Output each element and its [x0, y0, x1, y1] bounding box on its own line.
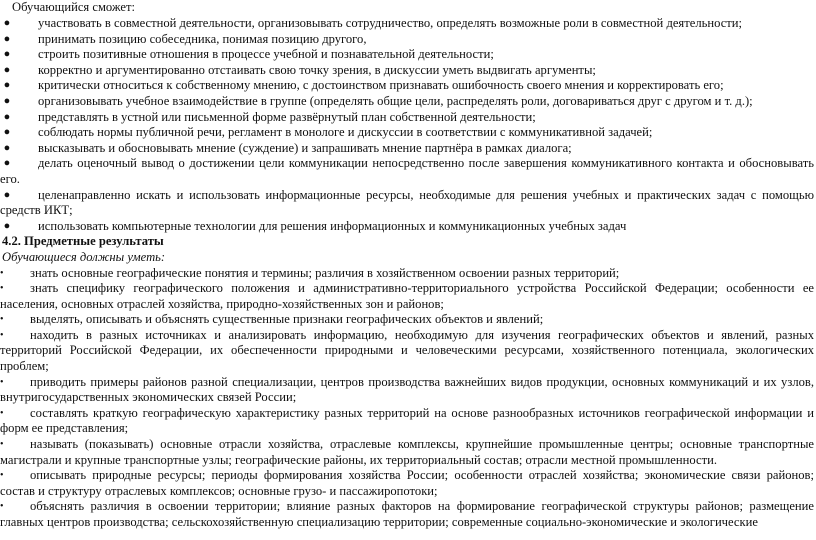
- bullet-icon: ●: [3, 63, 11, 76]
- bullet-icon: •: [0, 501, 4, 513]
- meta-results-list: [0, 16, 816, 234]
- list-item: • описывать природные ресурсы; периоды формирования хозяйства России; особенности отраслей хозяйства; экономические связи районов; состав и структуру отраслевых комплексов; основные грузо- и пассажиропотоки;: [0, 468, 814, 498]
- list-item: ● участвовать в совместной деятельности, организовывать сотрудничество, определять возможные роли в совместной деятельности;: [0, 16, 816, 32]
- list-item: • называть (показывать) основные отрасли хозяйства, отраслевые комплексы, крупнейшие промышленные центры; основные транспортные магистрали и крупные транспортные узлы; географические районы, их территориальный состав; отрасли местной промышленности.: [0, 437, 814, 467]
- list-item: ● соблюдать нормы публичной речи, регламент в монологе и дискуссии в соответствии с коммуникативной задачей;: [0, 125, 816, 141]
- bullet-icon: ●: [3, 79, 11, 92]
- bullet-icon: ●: [3, 188, 11, 201]
- bullet-icon: •: [0, 283, 4, 295]
- bullet-icon: ●: [3, 48, 11, 61]
- bullet-icon: ●: [3, 17, 11, 29]
- bullet-icon: •: [0, 470, 4, 482]
- list-item: ● строить позитивные отношения в процессе учебной и познавательной деятельности;: [0, 47, 816, 63]
- bullet-icon: •: [0, 267, 4, 279]
- bullet-icon: ●: [3, 219, 11, 232]
- intro-text: Обучающийся сможет:: [12, 0, 136, 14]
- section-heading: 4.2. Предметные результаты: [2, 234, 164, 249]
- bullet-icon: ●: [3, 157, 11, 170]
- list-item: • выделять, описывать и объяснять существенные признаки географических объектов и явлений;: [0, 312, 544, 327]
- list-item: • находить в разных источниках и анализировать информацию, необходимую для изучения географических объектов и явлений, разных территорий Российской Федерации, их обеспеченности природными и человеческими ресурсами, хозяйственного потенциала, экологических проблем;: [0, 327, 814, 374]
- list-item: • составлять краткую географическую характеристику разных территорий на основе разнообразных источников географической информации и форм ее представления;: [0, 405, 814, 436]
- list-item: • знать основные географические понятия и термины; различия в хозяйственном освоении разных территорий;: [0, 265, 620, 280]
- bullet-icon: •: [0, 439, 4, 451]
- list-item: ● принимать позицию собеседника, понимая позицию другого,: [0, 32, 816, 48]
- bullet-icon: •: [0, 407, 4, 419]
- list-item: • объяснять различия в освоении территории; влияние разных факторов на формирование географической структуры районов; размещение главных центров производства; сельскохозяйственную специализацию территории; современные социально-экономические и экологические: [0, 499, 814, 529]
- bullet-icon: •: [0, 314, 4, 326]
- bullet-icon: ●: [3, 110, 11, 123]
- list-item: ● корректно и аргументированно отстаивать свою точку зрения, в дискуссии уметь выдвигать аргументы;: [0, 63, 816, 79]
- bullet-icon: ●: [3, 94, 11, 107]
- list-item: ● использовать компьютерные технологии для решения информационных и коммуникационных учебных задач: [0, 219, 816, 235]
- list-item: ● целенаправленно искать и использовать информационные ресурсы, необходимые для решения учебных и практических задач с помощью средств ИКТ;: [0, 187, 814, 218]
- bullet-icon: ●: [3, 126, 11, 139]
- list-item: ● высказывать и обосновывать мнение (суждение) и запрашивать мнение партнёра в рамках диалога;: [0, 141, 816, 157]
- list-item: ● организовывать учебное взаимодействие в группе (определять общие цели, распределять роли, договариваться друг с другом и т. д.);: [0, 94, 816, 110]
- bullet-icon: ●: [3, 141, 11, 154]
- subject-results-list: [0, 266, 816, 531]
- list-item: • знать специфику географического положения и административно-территориального устройства Российской Федерации; особенности ее населения, основных отраслей хозяйства, природно-хозяйственных зон и районов;: [0, 281, 814, 311]
- list-item: • приводить примеры районов разной специализации, центров производства важнейших видов продукции, основных коммуникаций и их узлов, внутригосударственных экономических связей России;: [0, 374, 814, 405]
- section-subheading: Обучающиеся должны уметь:: [2, 249, 166, 264]
- bullet-icon: •: [0, 329, 4, 341]
- list-item: ● представлять в устной или письменной форме развёрнутый план собственной деятельности;: [0, 110, 816, 126]
- bullet-icon: •: [0, 376, 4, 388]
- bullet-icon: ●: [3, 32, 11, 45]
- list-item: ● делать оценочный вывод о достижении цели коммуникации непосредственно после завершения коммуникативного контакта и обосновывать его.: [0, 156, 814, 186]
- list-item: ● критически относиться к собственному мнению, с достоинством признавать ошибочность своего мнения и корректировать его;: [0, 78, 816, 94]
